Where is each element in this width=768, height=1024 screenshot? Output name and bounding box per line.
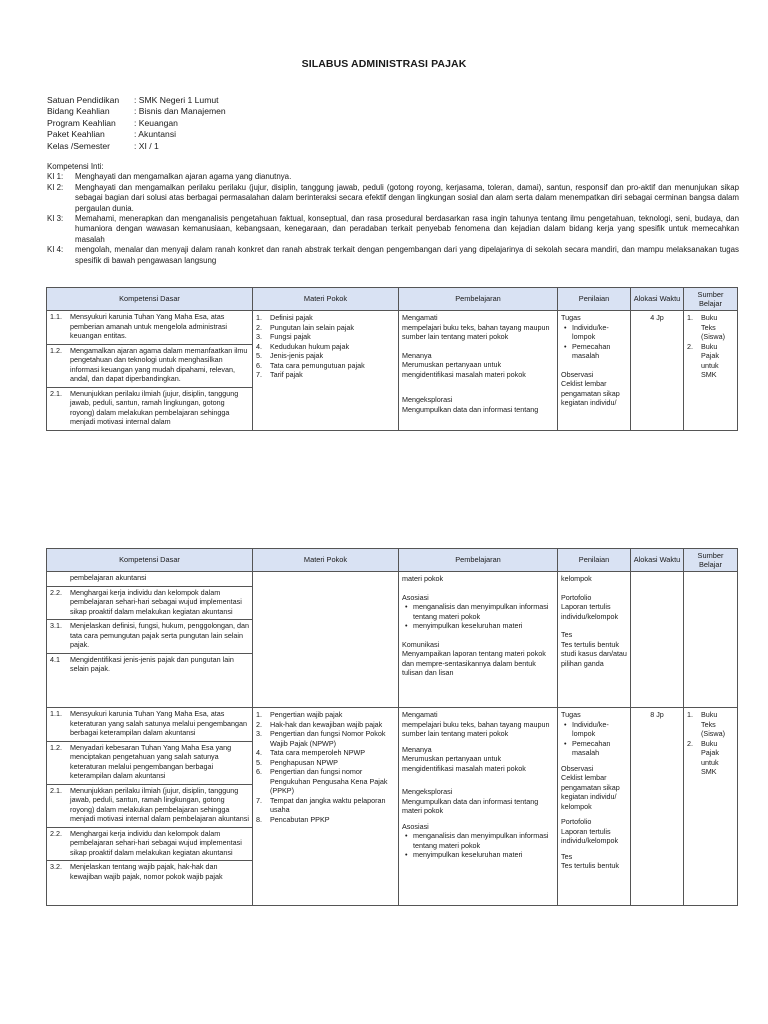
observasi-text: Ceklist lembar pengamatan sikap kegiatan individu/ kelompok xyxy=(561,773,620,811)
materi-number: 6. xyxy=(256,360,262,370)
materi-item xyxy=(256,720,395,730)
penilaian-cell xyxy=(558,708,631,906)
ki-item xyxy=(47,245,739,266)
header-kompetensi-dasar: Kompetensi Dasar xyxy=(47,549,253,572)
materi-number: 5. xyxy=(256,757,262,767)
komunikasi-text: Menyampaikan laporan tentang materi pokok dan mempre-sentasikannya dalam bentuk tulisan dan lisan xyxy=(402,649,546,677)
kd-text: Mengamalkan ajaran agama dalam memanfaatkan ilmu pengetahuan dan teknologi untuk menghasilkan informasi keuangan yang mudah dipahami, relevan, andal, dan dapat diperbandingkan. xyxy=(70,345,248,383)
mengamati-heading: Mengamati xyxy=(402,313,438,322)
info-value: : Keuangan xyxy=(134,117,178,128)
pembelajaran-continued: materi pokok xyxy=(402,574,444,583)
kd-number: 1.2. xyxy=(50,742,62,752)
materi-number: 2. xyxy=(256,322,262,332)
kd-item xyxy=(47,861,252,884)
info-key: Satuan Pendidikan xyxy=(47,95,120,105)
komunikasi-heading: Komunikasi xyxy=(402,639,440,649)
kd-text: Menghargai kerja individu dan kelompok dalam pembelajaran sehari-hari sebagai wujud implementasi sikap proaktif dalam melakukan kegiatan akuntansi xyxy=(70,587,242,616)
kd-number: 1.1. xyxy=(50,709,62,718)
header-penilaian: Penilaian xyxy=(558,288,631,311)
materi-number: 1. xyxy=(256,710,262,719)
ki-item xyxy=(47,214,739,245)
header-sumber-belajar: Sumber Belajar xyxy=(684,288,738,311)
tes-text: Tes tertulis bentuk studi kasus dan/atau pilihan ganda xyxy=(561,639,627,668)
materi-number: 6. xyxy=(256,767,262,776)
pembelajaran-cell xyxy=(399,311,558,431)
asosiasi-item: • menganalisis dan menyimpulkan informasi tentang materi pokok xyxy=(402,602,554,621)
info-row xyxy=(47,106,226,117)
materi-number: 7. xyxy=(256,370,262,379)
syllabus-table-1 xyxy=(46,287,738,431)
kompetensi-inti-heading: Kompetensi Inti: xyxy=(47,162,104,171)
kd-item xyxy=(47,620,252,654)
sumber-number: 1. xyxy=(687,710,693,719)
sumber-number: 2. xyxy=(687,738,693,748)
menanya-text: Merumuskan pertanyaan untuk mengidentifikasi masalah materi pokok xyxy=(402,754,526,773)
asosiasi-item-text: menganalisis dan menyimpulkan informasi tentang materi pokok xyxy=(413,831,549,850)
sumber-cell xyxy=(684,311,738,431)
alokasi-cell: 8 Jp xyxy=(631,708,684,906)
materi-text: Pengertian dan fungsi Nomor Pokok Wajib Pajak (NPWP) xyxy=(270,729,386,748)
info-value: : XI / 1 xyxy=(134,140,159,151)
sumber-text: Buku Teks (Siswa) xyxy=(701,710,725,738)
mengamati-heading: Mengamati xyxy=(402,710,438,719)
penilaian-continued: kelompok xyxy=(561,574,592,583)
materi-item xyxy=(256,323,395,333)
info-key: Bidang Keahlian xyxy=(47,106,110,117)
ki-code: KI 2: xyxy=(47,182,64,192)
materi-cell xyxy=(253,708,399,906)
kd-number: 3.1. xyxy=(50,621,62,630)
kd-number: 3.2. xyxy=(50,862,62,871)
sumber-item xyxy=(687,342,734,380)
identity-block xyxy=(47,95,226,152)
materi-item xyxy=(256,748,395,758)
kd-item xyxy=(47,388,252,430)
portofolio-text: Laporan tertulis individu/kelompok xyxy=(561,602,619,621)
kd-item xyxy=(47,311,252,345)
sumber-text: Buku Teks (Siswa) xyxy=(701,313,725,341)
portofolio-text: Laporan tertulis individu/kelompok xyxy=(561,826,619,845)
materi-item xyxy=(256,351,395,361)
tugas-item: • Pemecahan masalah xyxy=(561,739,627,758)
ki-item xyxy=(47,172,739,182)
menanya-heading: Menanya xyxy=(402,350,432,360)
ki-text: Menghayati dan mengamalkan perilaku perilaku (jujur, disiplin, tanggung jawab, peduli (gotong royong, kerjasama, toleran, damai), santun, responsif dan pro-aktif dan menunjukan sikap sebagai bagian dari solusi atas berbagai permasalahan dalam berinteraksi secara efektif dengan lingkungan sosial dan alam serta dalam menempatkan diri sebagai cerminan bangsa dalam pergaulan dunia. xyxy=(75,182,739,213)
header-alokasi-waktu: Alokasi Waktu xyxy=(631,288,684,311)
tugas-item-text: Pemecahan masalah xyxy=(572,341,611,360)
eksplorasi-heading: Mengeksplorasi xyxy=(402,787,453,796)
tes-text: Tes tertulis bentuk xyxy=(561,861,619,870)
kd-number: 2.1. xyxy=(50,785,62,795)
asosiasi-item-text: menyimpulkan keseluruhan materi xyxy=(413,850,523,859)
menanya-text: Merumuskan pertanyaan untuk mengidentifikasi masalah materi pokok xyxy=(402,360,526,379)
header-pembelajaran: Pembelajaran xyxy=(399,288,558,311)
tes-heading: Tes xyxy=(561,630,573,639)
kd-text: Mengidentifikasi jenis-jenis pajak dan pungutan lain selain pajak. xyxy=(70,654,234,673)
info-value: : Akuntansi xyxy=(134,129,177,140)
portofolio-heading: Portofolio xyxy=(561,817,592,826)
kd-text: Menghargai kerja individu dan kelompok dalam pembelajaran sehari-hari sebagai wujud implementasi sikap proaktif dalam melakukan kegiatan akuntansi xyxy=(70,828,242,857)
materi-number: 4. xyxy=(256,341,262,351)
materi-text: Tarif pajak xyxy=(270,370,303,379)
asosiasi-item-text: menyimpulkan keseluruhan materi xyxy=(413,621,523,630)
materi-number: 8. xyxy=(256,814,262,824)
document-title: SILABUS ADMINISTRASI PAJAK xyxy=(301,58,467,70)
materi-text: Pencabutan PPKP xyxy=(270,814,330,824)
ki-text: Memahami, menerapkan dan menganalisis pengetahuan faktual, konseptual, dan rasa prosedural berdasarkan rasa ingin tahunya tentang ilmu pengetahuan, teknologi, seni, budaya, dan humaniora dengan wawasan kemanusiaan, kebangsaan, kenegaraan, dan peradaban terkait penyebab fenomena dan kejadian dalam bidang kerja yang spesifik untuk memecahkan masalah xyxy=(75,214,739,244)
kd-text: Menunjukkan perilaku ilmiah (jujur, disiplin, tanggung jawab, peduli, santun, ramah lingkungan, gotong royong) dalam melakukan pembelajaran sehingga menjadi motivasi internal dalam pembelajaran akuntansi xyxy=(70,785,249,823)
alokasi-cell xyxy=(631,572,684,708)
observasi-heading: Observasi xyxy=(561,763,594,773)
materi-text: Pengertian wajib pajak xyxy=(270,710,343,719)
syllabus-table-2 xyxy=(46,548,738,906)
header-sumber-belajar: Sumber Belajar xyxy=(684,549,738,572)
kd-item xyxy=(47,828,252,862)
materi-text: Tata cara pemungutuan pajak xyxy=(270,360,365,370)
tugas-item-text: Individu/ke-lompok xyxy=(572,719,609,738)
header-pembelajaran: Pembelajaran xyxy=(399,549,558,572)
info-key: Program Keahlian xyxy=(47,117,116,128)
materi-item xyxy=(256,710,395,720)
header-penilaian: Penilaian xyxy=(558,549,631,572)
sumber-item xyxy=(687,739,734,777)
pembelajaran-cell xyxy=(399,572,558,708)
tugas-item-text: Individu/ke-lompok xyxy=(572,322,609,341)
info-value: : SMK Negeri 1 Lumut xyxy=(134,95,219,105)
kd-item xyxy=(47,708,252,742)
sumber-number: 1. xyxy=(687,313,693,322)
header-kompetensi-dasar: Kompetensi Dasar xyxy=(47,288,253,311)
kd-text: Mensyukuri karunia Tuhan Yang Maha Esa, atas pemberian amanah untuk mengelola administrasi keuangan entitas. xyxy=(70,312,228,340)
kd-text: Menjelaskan definisi, fungsi, hukum, penggolongan, dan tata cara pemungutan pajak serta pungutan lain selain pajak. xyxy=(70,621,250,649)
asosiasi-item: • menyimpulkan keseluruhan materi xyxy=(405,850,523,859)
materi-text: Penghapusan NPWP xyxy=(270,757,338,767)
asosiasi-heading: Asosiasi xyxy=(402,592,429,602)
ki-code: KI 3: xyxy=(47,214,64,224)
table-header-row xyxy=(47,549,738,572)
materi-number: 4. xyxy=(256,748,262,757)
materi-text: Pungutan lain selain pajak xyxy=(270,322,354,332)
materi-number: 7. xyxy=(256,795,262,805)
materi-text: Pengertian dan fungsi nomor Pengukuhan Pengusaha Kena Pajak (PPKP) xyxy=(270,767,388,795)
asosiasi-item: • menyimpulkan keseluruhan materi xyxy=(405,621,523,630)
info-value: : Bisnis dan Manajemen xyxy=(134,106,226,117)
tugas-item: • Individu/ke-lompok xyxy=(561,720,627,739)
info-row xyxy=(47,118,226,129)
materi-text: Definisi pajak xyxy=(270,313,313,322)
kd-number: 4.1 xyxy=(50,654,60,664)
kd-text: Menunjukkan perilaku ilmiah (jujur, disiplin, tanggung jawab, peduli, santun, ramah lingkungan, gotong royong) dalam melakukan pembelajaran sehingga menjadi motivasi internal dalam xyxy=(70,388,239,426)
ki-code: KI 1: xyxy=(47,172,64,182)
materi-item xyxy=(256,332,395,342)
materi-item xyxy=(256,342,395,352)
penilaian-cell xyxy=(558,311,631,431)
materi-item xyxy=(256,361,395,371)
materi-number: 3. xyxy=(256,332,262,341)
tugas-heading: Tugas xyxy=(561,313,581,322)
alokasi-cell: 4 Jp xyxy=(631,311,684,431)
materi-number: 5. xyxy=(256,351,262,360)
kd-item xyxy=(47,785,252,828)
info-row xyxy=(47,129,226,140)
materi-text: Fungsi pajak xyxy=(270,332,311,341)
kd-number: 1.1. xyxy=(50,312,62,321)
materi-text: Jenis-jenis pajak xyxy=(270,351,324,360)
ki-text: mengolah, menalar dan menyaji dalam ranah konkret dan ranah abstrak terkait dengan pengembangan dari yang dipelajarinya di sekolah secara mandiri, dan mampu melaksanakan tugas spesifik di bawah pengawasan langsung xyxy=(75,245,739,265)
kd-cell xyxy=(47,572,253,708)
kd-item xyxy=(47,587,252,621)
sumber-cell xyxy=(684,708,738,906)
table-row xyxy=(47,311,738,431)
kd-text: Menjelaskan tentang wajib pajak, hak-hak dan kewajiban wajib pajak, nomor pokok wajib pajak xyxy=(70,862,223,881)
materi-number: 2. xyxy=(256,719,262,729)
materi-number: 3. xyxy=(256,729,262,738)
pembelajaran-cell xyxy=(399,708,558,906)
ki-code: KI 4: xyxy=(47,245,64,255)
materi-text: Tempat dan jangka waktu pelaporan usaha xyxy=(270,795,386,814)
penilaian-cell xyxy=(558,572,631,708)
sumber-number: 2. xyxy=(687,341,693,351)
kd-number: 2.1. xyxy=(50,388,62,398)
kd-cell xyxy=(47,311,253,431)
kd-number: 2.2. xyxy=(50,587,62,597)
sumber-cell xyxy=(684,572,738,708)
sumber-item xyxy=(687,710,734,739)
sumber-text: Buku Pajak untuk SMK xyxy=(701,738,719,776)
materi-text: Tata cara memperoleh NPWP xyxy=(270,748,366,757)
header-materi-pokok: Materi Pokok xyxy=(253,549,399,572)
kd-item xyxy=(47,572,252,587)
table-header-row xyxy=(47,288,738,311)
mengamati-text: mempelajari buku teks, bahan tayang maupun sumber lain tentang materi pokok xyxy=(402,719,550,738)
kd-number: 1.2. xyxy=(50,345,62,355)
materi-item xyxy=(256,313,395,323)
kompetensi-inti xyxy=(47,162,739,266)
header-materi-pokok: Materi Pokok xyxy=(253,288,399,311)
eksplorasi-heading: Mengeksplorasi xyxy=(402,395,453,404)
materi-cell xyxy=(253,311,399,431)
materi-item xyxy=(256,796,395,815)
portofolio-heading: Portofolio xyxy=(561,592,592,602)
kd-text: Menyadari kebesaran Tuhan Yang Maha Esa yang menciptakan pengetahuan yang salah satunya keteraturan melalui pengembangan berbagai keterampilan dalam akuntansi xyxy=(70,742,232,780)
info-row xyxy=(47,95,226,106)
kd-text: pembelajaran akuntansi xyxy=(70,573,147,582)
kd-item xyxy=(47,742,252,785)
tugas-heading: Tugas xyxy=(561,710,581,719)
tugas-item: • Pemecahan masalah xyxy=(561,342,627,361)
info-key: Paket Keahlian xyxy=(47,129,105,140)
tugas-item: • Individu/ke-lompok xyxy=(561,323,627,342)
sumber-item xyxy=(687,313,734,342)
table-row xyxy=(47,572,738,708)
info-row xyxy=(47,141,226,152)
materi-item xyxy=(256,815,395,825)
eksplorasi-text: Mengumpulkan data dan informasi tentang materi pokok xyxy=(402,796,539,815)
kd-item xyxy=(47,345,252,388)
materi-item xyxy=(256,370,395,380)
ki-item xyxy=(47,183,739,214)
mengamati-text: mempelajari buku teks, bahan tayang maupun sumber lain tentang materi pokok xyxy=(402,322,550,341)
sumber-text: Buku Pajak untuk SMK xyxy=(701,341,719,379)
menanya-heading: Menanya xyxy=(402,744,432,754)
materi-text: Hak-hak dan kewajiban wajib pajak xyxy=(270,719,383,729)
asosiasi-item-text: menganalisis dan menyimpulkan informasi tentang materi pokok xyxy=(413,602,549,621)
materi-item xyxy=(256,729,395,748)
materi-item xyxy=(256,767,395,796)
asosiasi-heading: Asosiasi xyxy=(402,821,429,831)
materi-item xyxy=(256,758,395,768)
materi-text: Kedudukan hukum pajak xyxy=(270,341,350,351)
kd-text: Mensyukuri karunia Tuhan Yang Maha Esa, atas keteraturan yang salah satunya melalui pengembangan berbagai keterampilan dalam akuntansi xyxy=(70,709,248,737)
ki-text: Menghayati dan mengamalkan ajaran agama yang dianutnya. xyxy=(75,172,292,182)
tes-heading: Tes xyxy=(561,851,573,861)
observasi-text: Ceklist lembar pengamatan sikap kegiatan individu/ xyxy=(561,379,620,407)
materi-cell xyxy=(253,572,399,708)
asosiasi-item: • menganalisis dan menyimpulkan informasi tentang materi pokok xyxy=(402,831,554,850)
header-alokasi-waktu: Alokasi Waktu xyxy=(631,549,684,572)
kd-number: 2.2. xyxy=(50,828,62,838)
kd-cell xyxy=(47,708,253,906)
table-row xyxy=(47,708,738,906)
tugas-item-text: Pemecahan masalah xyxy=(572,738,611,757)
observasi-heading: Observasi xyxy=(561,369,594,379)
materi-number: 1. xyxy=(256,313,262,322)
info-key: Kelas /Semester xyxy=(47,140,111,151)
eksplorasi-text: Mengumpulkan data dan informasi tentang xyxy=(402,404,539,414)
kd-item xyxy=(47,654,252,682)
